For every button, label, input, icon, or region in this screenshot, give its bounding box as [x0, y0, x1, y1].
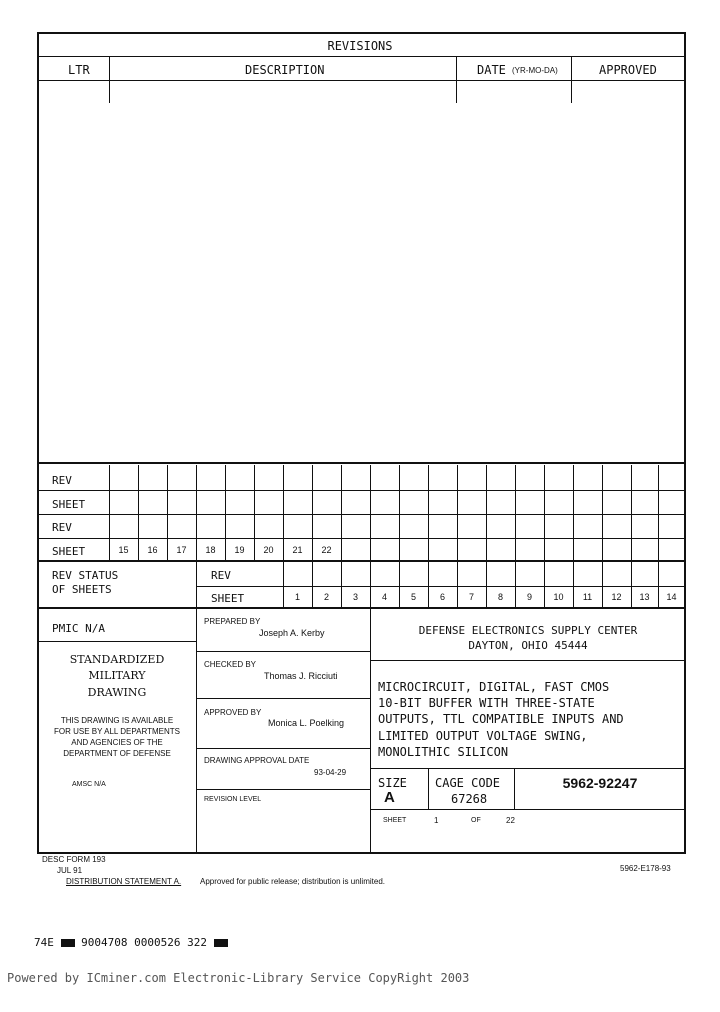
lower-sheet-cell: 11: [582, 592, 593, 602]
lower-sheet-cell: 1: [294, 592, 300, 602]
upper-grid-col-15: [515, 465, 516, 561]
upper-sheet-cell: 16: [147, 545, 158, 555]
upper-grid-col-14: [486, 465, 487, 561]
rev-status-title-2: OF SHEETS: [52, 583, 112, 596]
revisions-title: REVISIONS: [327, 39, 393, 53]
rev-status-title-1: REV STATUS: [52, 569, 119, 582]
upper-sheet-cell: 19: [234, 545, 245, 555]
cage-code-label: CAGE CODE: [435, 776, 501, 790]
upper-grid-col-20: [658, 465, 659, 561]
revisions-col-divider-3: [571, 57, 572, 103]
lower-rev-label: REV: [211, 569, 231, 582]
size-label: SIZE: [378, 776, 407, 790]
std-drawing-line1: STANDARDIZED: [69, 653, 165, 666]
ident-top-line: [371, 768, 685, 769]
upper-sheet-label-2: SHEET: [52, 545, 86, 558]
lower-sheet-cell: 5: [410, 592, 416, 602]
sheet-of-label: OF: [471, 817, 481, 824]
approval-date-value: 93-04-29: [314, 768, 347, 777]
ident-bottom-line: [371, 809, 685, 810]
revision-level-label: REVISION LEVEL: [204, 796, 262, 803]
lower-sheet-cell: 6: [439, 592, 445, 602]
availability-line4: DEPARTMENT OF DEFENSE: [63, 749, 171, 758]
amsc-label: AMSC N/A: [72, 781, 106, 788]
lower-sheet-cell: 13: [639, 592, 650, 602]
upper-grid-col-19: [631, 465, 632, 561]
revisions-col-description: DESCRIPTION: [245, 63, 325, 77]
std-drawing-line2: MILITARY: [88, 669, 146, 682]
availability-line2: FOR USE BY ALL DEPARTMENTS: [54, 727, 180, 736]
approvals-divider-4: [197, 789, 370, 790]
barcode-line: [34, 936, 228, 949]
upper-sheet-cell: 17: [176, 545, 187, 555]
upper-sheet-label: SHEET: [52, 498, 86, 511]
upper-sheet-cell: 21: [292, 545, 303, 555]
revisions-col-date-format: (YR-MO-DA): [512, 66, 558, 75]
upper-sheet-cell: 18: [205, 545, 216, 555]
distribution-text: Approved for public release; distribution is unlimited.: [200, 877, 385, 886]
upper-sheet-cell: 15: [118, 545, 129, 555]
barcode-prefix: 74E: [34, 936, 54, 949]
barcode-block-icon: [214, 939, 228, 947]
lower-sheet-cell: 7: [468, 592, 474, 602]
lower-status-divider: [196, 562, 197, 608]
upper-grid-col-9: [341, 465, 342, 561]
sheet-label: SHEET: [383, 817, 407, 824]
lower-sheet-cell: 10: [553, 592, 564, 602]
desc-form-line2: JUL 91: [57, 866, 83, 875]
sheet-total: 22: [506, 816, 515, 825]
barcode-block-icon: [61, 939, 75, 947]
availability-line1: THIS DRAWING IS AVAILABLE: [60, 716, 174, 725]
agency-divider: [371, 660, 685, 661]
distribution-label: DISTRIBUTION STATEMENT A.: [66, 877, 182, 886]
checked-by-name: Thomas J. Ricciuti: [264, 671, 338, 681]
upper-rev-label-2: REV: [52, 521, 72, 534]
std-drawing-line3: DRAWING: [87, 686, 147, 699]
approved-by-label: APPROVED BY: [204, 708, 262, 717]
revisions-col-divider-2: [456, 57, 457, 103]
revisions-col-divider-1: [109, 57, 110, 103]
upper-sheet-cell: 22: [321, 545, 332, 555]
prepared-by-label: PREPARED BY: [204, 617, 261, 626]
agency-line2: DAYTON, OHIO 45444: [468, 639, 588, 652]
title-line5: MONOLITHIC SILICON: [378, 745, 509, 759]
revisions-col-date: DATE: [477, 63, 506, 77]
revisions-col-approved: APPROVED: [599, 63, 657, 77]
approved-by-name: Monica L. Poelking: [268, 718, 345, 728]
lower-sheet-cell: 2: [323, 592, 329, 602]
size-value: A: [384, 789, 395, 806]
approvals-divider-2: [197, 698, 370, 699]
pmic-label: PMIC N/A: [52, 622, 105, 635]
drawing-number: 5962-92247: [562, 775, 638, 791]
approvals-divider-3: [197, 748, 370, 749]
revisions-block: [37, 32, 686, 464]
checked-by-label: CHECKED BY: [204, 660, 257, 669]
lower-sheet-cell: 9: [526, 592, 532, 602]
lower-sheet-cell: 14: [666, 592, 677, 602]
upper-grid-col-16: [544, 465, 545, 561]
cage-code-value: 67268: [451, 792, 488, 806]
lower-status-midline: [197, 586, 685, 587]
availability-line3: AND AGENCIES OF THE: [71, 738, 163, 747]
title-line3: OUTPUTS, TTL COMPATIBLE INPUTS AND: [378, 712, 624, 726]
upper-grid-col-10: [370, 465, 371, 561]
upper-grid-col-11: [399, 465, 400, 561]
upper-grid-col-18: [602, 465, 603, 561]
upper-grid-col-13: [457, 465, 458, 561]
agency-line1: DEFENSE ELECTRONICS SUPPLY CENTER: [418, 624, 638, 637]
form-id: 5962-E178-93: [620, 864, 671, 873]
prepared-by-name: Joseph A. Kerby: [259, 628, 325, 638]
title-block-col-1: [196, 609, 197, 853]
title-line1: MICROCIRCUIT, DIGITAL, FAST CMOS: [378, 680, 610, 694]
sheet-number: 1: [434, 816, 439, 825]
lower-sheet-label: SHEET: [211, 592, 245, 605]
upper-grid-line-1: [38, 490, 685, 491]
upper-sheet-cell: 20: [263, 545, 274, 555]
upper-rev-label: REV: [52, 474, 72, 487]
revisions-header-bottom: [38, 80, 685, 81]
revisions-col-ltr: LTR: [68, 63, 90, 77]
lower-sheet-cell: 8: [497, 592, 503, 602]
lower-sheet-cell: 12: [611, 592, 622, 602]
upper-grid-line-3: [38, 538, 685, 539]
upper-grid-line-2: [38, 514, 685, 515]
lower-sheet-cell: 3: [352, 592, 358, 602]
approvals-divider-1: [197, 651, 370, 652]
pmic-divider: [38, 641, 196, 642]
title-line4: LIMITED OUTPUT VOLTAGE SWING,: [378, 729, 588, 743]
powered-by-text: Powered by ICminer.com Electronic-Library Service CopyRight 2003: [7, 971, 470, 985]
upper-grid-col-12: [428, 465, 429, 561]
barcode-number: 9004708 0000526 322: [81, 936, 207, 949]
revisions-divider: [38, 56, 685, 57]
lower-sheet-cell: 4: [381, 592, 387, 602]
desc-form-line1: DESC FORM 193: [42, 855, 106, 864]
ident-col-1: [428, 769, 429, 809]
approval-date-label: DRAWING APPROVAL DATE: [204, 756, 310, 765]
title-line2: 10-BIT BUFFER WITH THREE-STATE: [378, 696, 595, 710]
upper-grid-col-17: [573, 465, 574, 561]
